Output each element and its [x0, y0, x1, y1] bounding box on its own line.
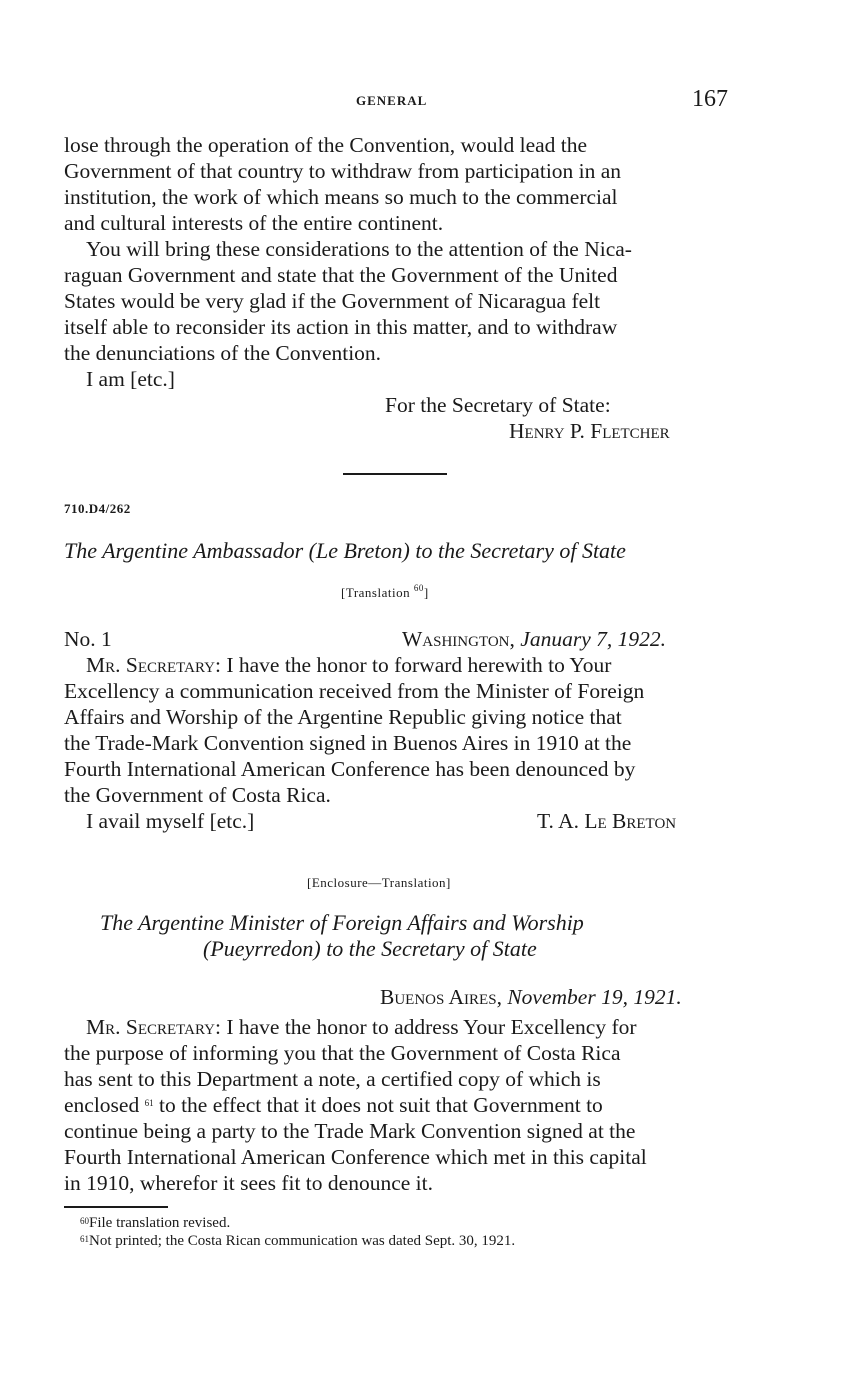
section-divider — [343, 473, 447, 475]
footnote-ref: 60 — [413, 583, 424, 593]
text-line: in 1910, wherefor it sees fit to denounce it. — [64, 1171, 433, 1195]
text-line-part: to the effect that it does not suit that Government to — [153, 1093, 603, 1117]
text-line: Fourth International American Conference has been denounced by — [64, 757, 636, 781]
text-line: Government of that country to withdraw from participation in an — [64, 159, 622, 183]
paragraph-continuation — [64, 132, 734, 236]
text-line: institution, the work of which means so much to the commercial — [64, 185, 618, 209]
dateline-place: Buenos Aires, — [380, 985, 502, 1009]
text-line: raguan Government and state that the Government of the United — [64, 263, 618, 287]
text-line-rest: I have the honor to address Your Excellency for — [220, 1015, 637, 1039]
footnote-mark: 60 — [80, 1216, 89, 1226]
text-line-rest: I have the honor to forward herewith to Your — [220, 653, 612, 677]
footnote — [80, 1232, 515, 1250]
document-number: No. 1 — [64, 627, 112, 651]
text-line: the purpose of informing you that the Government of Costa Rica — [64, 1041, 621, 1065]
file-number: 710.D4/262 — [64, 501, 131, 516]
salutation: Mr. Secretary: — [86, 1015, 221, 1039]
text-line — [64, 1092, 734, 1118]
text-line — [64, 652, 734, 678]
text-line: States would be very glad if the Government of Nicaragua felt — [64, 289, 601, 313]
page-number: 167 — [692, 86, 728, 112]
paragraph-request — [64, 236, 734, 366]
dateline-place: Washington, — [402, 627, 515, 651]
text-line: Fourth International American Conference which met in this capital — [64, 1145, 647, 1169]
dateline — [402, 626, 666, 652]
text-line: Affairs and Worship of the Argentine Republic giving notice that — [64, 705, 622, 729]
text-line: itself able to reconsider its action in this matter, and to withdraw — [64, 315, 618, 339]
dateline — [380, 984, 682, 1010]
signer-name: T. A. Le Breton — [537, 809, 677, 833]
text-line: has sent to this Department a note, a certified copy of which is — [64, 1067, 601, 1091]
text-line — [64, 1014, 734, 1040]
enclosure-title: The Argentine Minister of Foreign Affairs and Worship — [100, 910, 584, 935]
closing-line: I avail myself [etc.] — [86, 809, 255, 833]
enclosure-label: [Enclosure—Translation] — [307, 875, 451, 890]
closing-line: I am [etc.] — [86, 367, 175, 391]
text-line: lose through the operation of the Convention, would lead the — [64, 133, 588, 157]
translation-note — [341, 585, 429, 601]
translation-note-close: ] — [423, 585, 429, 600]
text-line: the denunciations of the Convention. — [64, 341, 382, 365]
translation-note-text: [Translation — [341, 585, 411, 600]
letter-body — [64, 652, 734, 808]
footnote-divider — [64, 1206, 168, 1208]
footnote-ref: 61 — [144, 1098, 154, 1108]
footnote-text: Not printed; the Costa Rican communication was dated Sept. 30, 1921. — [89, 1233, 516, 1249]
footnote — [80, 1214, 230, 1232]
dateline-date: January 7, 1922. — [520, 627, 666, 651]
text-line: Excellency a communication received from the Minister of Foreign — [64, 679, 645, 703]
running-title: GENERAL — [356, 93, 428, 108]
enclosure-title: (Pueyrredon) to the Secretary of State — [203, 936, 537, 961]
text-line: the Trade-Mark Convention signed in Buenos Aires in 1910 at the — [64, 731, 632, 755]
salutation: Mr. Secretary: — [86, 653, 221, 677]
document-title: The Argentine Ambassador (Le Breton) to the Secretary of State — [64, 538, 626, 563]
enclosure-body — [64, 1014, 734, 1196]
text-line: You will bring these considerations to the attention of the Nica- — [86, 237, 632, 261]
text-line: continue being a party to the Trade Mark Convention signed at the — [64, 1119, 636, 1143]
text-line: the Government of Costa Rica. — [64, 783, 331, 807]
text-line-part: enclosed — [64, 1093, 140, 1117]
footnote-mark: 61 — [80, 1234, 89, 1244]
text-line: and cultural interests of the entire continent. — [64, 211, 444, 235]
dateline-date: November 19, 1921. — [507, 985, 682, 1009]
footnote-text: File translation revised. — [89, 1215, 231, 1231]
signoff-for-line: For the Secretary of State: — [385, 393, 611, 417]
signer-name: Henry P. Fletcher — [509, 419, 670, 443]
